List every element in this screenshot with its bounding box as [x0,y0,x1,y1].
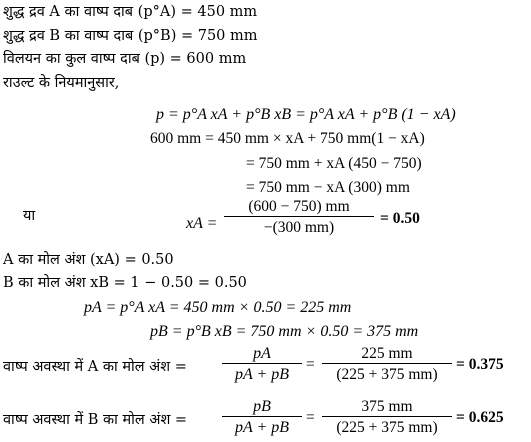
equation-partial-pressure-b: pB = p°B xB = 750 mm × 0.50 = 375 mm [150,323,419,340]
line-raoult-law-heading: राउल्ट के नियमानुसार, [3,75,120,91]
result-vapour-mole-fraction-a: = 0.375 [456,356,504,373]
fraction-b-denominator: pA + pB [234,419,290,436]
result-xa: = 0.50 [380,210,420,227]
equals-sign-b: = [306,409,315,426]
line-pure-liquid-a-vapour-pressure: शुद्ध द्रव A का वाष्प दाब (p°A) = 450 mm [3,4,258,20]
equation-raoult-total: p = p°A xA + p°B xB = p°A xA + p°B (1 − xA) [156,106,456,123]
label-ya: या [23,208,36,224]
fraction-b-value-denominator: (225 + 375 mm) [336,419,438,436]
fraction-a-numerator: pA [222,345,302,364]
equation-xa-lhs: xA = [186,215,218,232]
fraction-a-value-numerator: 225 mm [322,345,452,364]
equation-step-simplify: = 750 mm − xA (300) mm [246,179,410,196]
fraction-b-numerator: pB [222,398,302,417]
result-vapour-mole-fraction-b: = 0.625 [456,409,504,426]
equals-sign-a: = [306,356,315,373]
equation-substitution: 600 mm = 450 mm × xA + 750 mm(1 − xA) [150,130,425,147]
fraction-a-value-denominator: (225 + 375 mm) [336,366,438,383]
label-vapour-phase-mole-fraction-b: वाष्प अवस्था में B का मोल अंश = [3,412,188,428]
fraction-a-denominator: pA + pB [234,366,290,383]
line-mole-fraction-b: B का मोल अंश xB = 1 − 0.50 = 0.50 [3,275,247,291]
fraction-xa-denominator: −(300 mm) [263,219,335,236]
fraction-xa-numerator: (600 − 750) mm [224,198,374,217]
label-vapour-phase-mole-fraction-a: वाष्प अवस्था में A का मोल अंश = [3,359,187,375]
fraction-b-value-numerator: 375 mm [322,398,452,417]
line-mole-fraction-a: A का मोल अंश (xA) = 0.50 [3,252,174,268]
line-total-vapour-pressure: विलयन का कुल वाष्प दाब (p) = 600 mm [3,51,247,67]
equation-step-expand: = 750 mm + xA (450 − 750) [246,155,422,172]
equation-partial-pressure-a: pA = p°A xA = 450 mm × 0.50 = 225 mm [84,299,352,316]
line-pure-liquid-b-vapour-pressure: शुद्ध द्रव B का वाष्प दाब (p°B) = 750 mm [3,28,258,44]
